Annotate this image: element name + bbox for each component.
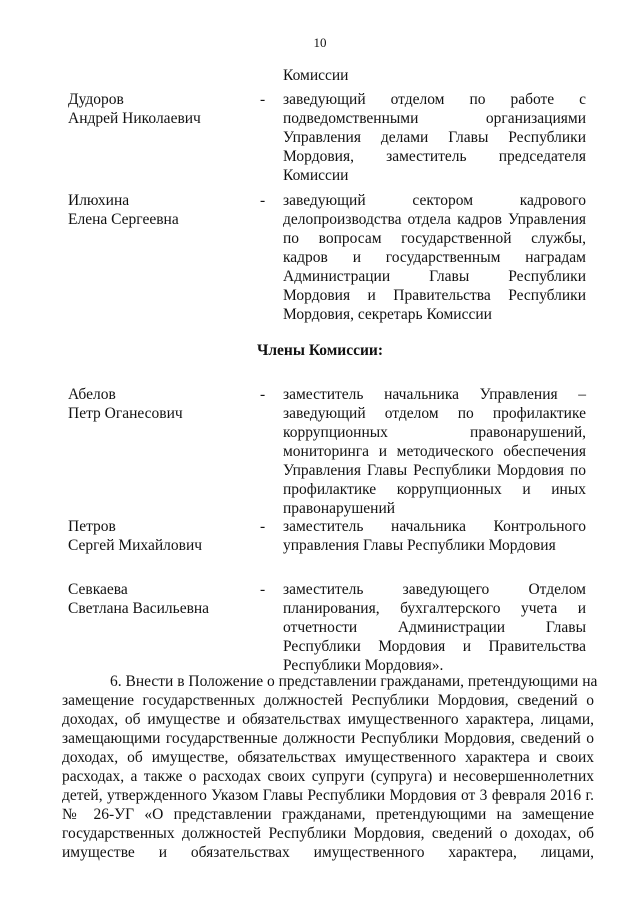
surname: Абелов [68,386,116,403]
desc-line: Республики Мордовия». [283,657,444,674]
paragraph-line: имуществе и обязательствах имущественного характера, лицами, [62,844,594,861]
position-description [283,517,586,555]
surname: Дудоров [68,91,124,108]
given-names: Андрей Николаевич [68,110,201,127]
surname: Илюхина [68,192,130,209]
desc-line: Управления Главы Республики Мордовия по [283,462,586,479]
paragraph-line: детей, утвержденного Указом Главы Республики Мордовия от 3 февраля 2016 г. [62,787,594,804]
dash: - [260,91,266,108]
desc-line: профилактике коррупционных и иных [283,481,586,498]
dash: - [260,518,266,535]
given-names: Сергей Михайлович [68,537,203,554]
desc-line: Управления делами Главы Республики [283,129,586,146]
person-name [68,580,248,618]
surname: Петров [68,518,116,535]
paragraph-line: замещение государственных должностей Республики Мордовия, сведений о [62,692,594,709]
paragraph-line: государственных должностей Республики Мордовия, сведений о доходах, об [62,825,594,842]
given-names: Петр Оганесович [68,405,183,422]
page-number: 10 [313,35,327,50]
position-description [283,191,586,324]
person-name [68,90,248,128]
dash: - [260,581,266,598]
given-names: Светлана Васильевна [68,600,210,617]
person-name [68,191,248,229]
paragraph-line: доходах, об имуществе, обязательствах имущественного характера и своих [62,749,594,766]
desc-line: Комиссии [283,167,349,184]
desc-line: по вопросам государственной службы, [283,230,586,247]
paragraph-line: № 26-УГ «О представлении гражданами, претендующими на замещение [62,806,594,823]
continuation-text: Комиссии [283,67,349,84]
desc-line: коррупционных правонарушений, [283,424,586,441]
desc-line: заведующий отделом по профилактике [283,405,586,422]
desc-line: заведующий отделом по работе с [283,91,586,108]
paragraph-line: замещающими государственные должности Республики Мордовия, сведений о [62,730,594,747]
paragraph-line: доходах, об имуществе и обязательствах имущественного характера, лицами, [62,711,594,728]
desc-line: мониторинга и методического обеспечения [283,443,586,460]
person-name [68,517,248,555]
desc-line: подведомственными организациями [283,110,586,127]
desc-line: Администрации Главы Республики [283,268,586,285]
paragraph-line: 6. Внести в Положение о представлении гражданами, претендующими на [110,673,598,690]
desc-line: Республики Мордовия и Правительства [283,638,586,655]
position-description [283,385,586,518]
desc-line: заместитель начальника Контрольного [283,518,586,535]
desc-line: кадров и государственным наградам [283,249,586,266]
desc-line: планирования, бухгалтерского учета и [283,600,586,617]
desc-line: Мордовия, заместитель председателя [283,148,586,165]
desc-line: делопроизводства отдела кадров Управления [283,211,586,228]
desc-line: управления Главы Республики Мордовия [283,537,556,554]
person-name [68,385,248,423]
members-heading: Члены Комиссии: [256,342,384,359]
desc-line: заведующий сектором кадрового [283,192,586,209]
position-description [283,90,586,185]
given-names: Елена Сергеевна [68,211,179,228]
dash: - [260,386,266,403]
desc-line: Мордовия и Правительства Республики [283,287,586,304]
dash: - [260,192,266,209]
desc-line: заместитель заведующего Отделом [283,581,586,598]
paragraph-line: расходах, а также о расходах своих супруги (супруга) и несовершеннолетних [62,768,594,785]
position-description [283,580,586,675]
desc-line: правонарушений [283,500,396,517]
desc-line: заместитель начальника Управления – [283,386,586,403]
desc-line: отчетности Администрации Главы [283,619,586,636]
desc-line: Мордовия, секретарь Комиссии [283,306,492,323]
surname: Севкаева [68,581,128,598]
paragraph-6 [62,672,598,862]
